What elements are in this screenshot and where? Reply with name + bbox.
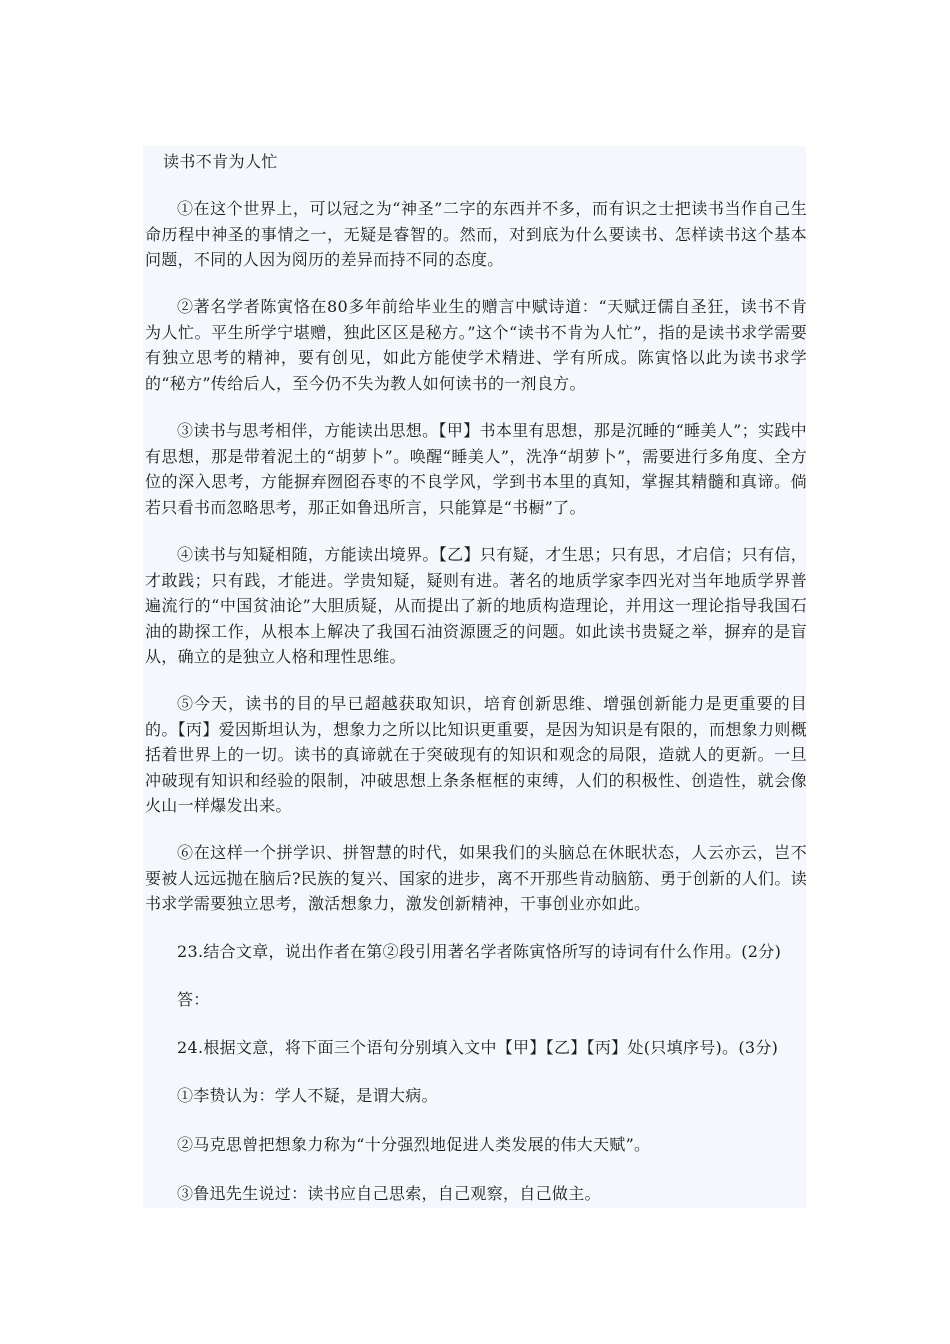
paragraph-6: ⑥在这样一个拼学识、拼智慧的时代，如果我们的头脑总在休眠状态，人云亦云，岂不要被人远远抛在脑后?民族的复兴、国家的进步，离不开那些肯动脑筋、勇于创新的人们。读书求学需要独立思考，激活想象力，激发创新精神，干事创业亦如此。	[145, 843, 807, 914]
option-3: ③鲁迅先生说过：读书应自己思索，自己观察，自己做主。	[177, 1184, 601, 1203]
paragraph-3: ③读书与思考相伴，方能读出思想。【甲】书本里有思想，那是沉睡的“睡美人”；实践中有思想，那是带着泥土的“胡萝卜”。唤醒“睡美人”，洗净“胡萝卜”，需要进行多角度、全方位的深入思考，方能摒弃囫囵吞枣的不良学风，学到书本里的真知，掌握其精髓和真谛。倘若只看书而忽略思考，那正如鲁迅所言，只能算是“书橱”了。	[145, 421, 807, 517]
question-23: 23.结合文章，说出作者在第②段引用著名学者陈寅恪所写的诗词有什么作用。(2分)	[177, 942, 782, 961]
option-1: ①李贽认为：学人不疑，是谓大病。	[177, 1086, 438, 1105]
question-24: 24.根据文意，将下面三个语句分别填入文中【甲】【乙】【丙】处(只填序号)。(3分)	[177, 1038, 779, 1057]
paragraph-1: ①在这个世界上，可以冠之为“神圣”二字的东西并不多，而有识之士把读书当作自己生命历程中神圣的事情之一，无疑是睿智的。然而，对到底为什么要读书、怎样读书这个基本问题，不同的人因为阅历的差异而持不同的态度。	[145, 199, 807, 270]
option-2: ②马克思曾把想象力称为“十分强烈地促进人类发展的伟大天赋”。	[177, 1135, 651, 1154]
article-title: 读书不肯为人忙	[163, 152, 278, 171]
answer-label: 答：	[177, 990, 210, 1009]
paragraph-2: ②著名学者陈寅恪在80多年前给毕业生的赠言中赋诗道：“天赋迂儒自圣狂，读书不肯为人忙。平生所学宁堪赠，独此区区是秘方。”这个“读书不肯为人忙”，指的是读书求学需要有独立思考的精神，要有创见，如此方能使学术精进、学有所成。陈寅恪以此为读书求学的“秘方”传给后人，至今仍不失为教人如何读书的一剂良方。	[145, 297, 807, 393]
paragraph-4: ④读书与知疑相随，方能读出境界。【乙】只有疑，才生思；只有思，才启信；只有信，才敢践；只有践，才能进。学贵知疑，疑则有进。著名的地质学家李四光对当年地质学界普遍流行的“中国贫油论”大胆质疑，从而提出了新的地质构造理论，并用这一理论指导我国石油的勘探工作，从根本上解决了我国石油资源匮乏的问题。如此读书贵疑之举，摒弃的是盲从，确立的是独立人格和理性思维。	[145, 545, 807, 667]
paragraph-5: ⑤今天，读书的目的早已超越获取知识，培育创新思维、增强创新能力是更重要的目的。【丙】爱因斯坦认为，想象力之所以比知识更重要，是因为知识是有限的，而想象力则概括着世界上的一切。读书的真谛就在于突破现有的知识和观念的局限，造就人的更新。一旦冲破现有知识和经验的限制，冲破思想上条条框框的束缚，人们的积极性、创造性，就会像火山一样爆发出来。	[145, 694, 807, 816]
